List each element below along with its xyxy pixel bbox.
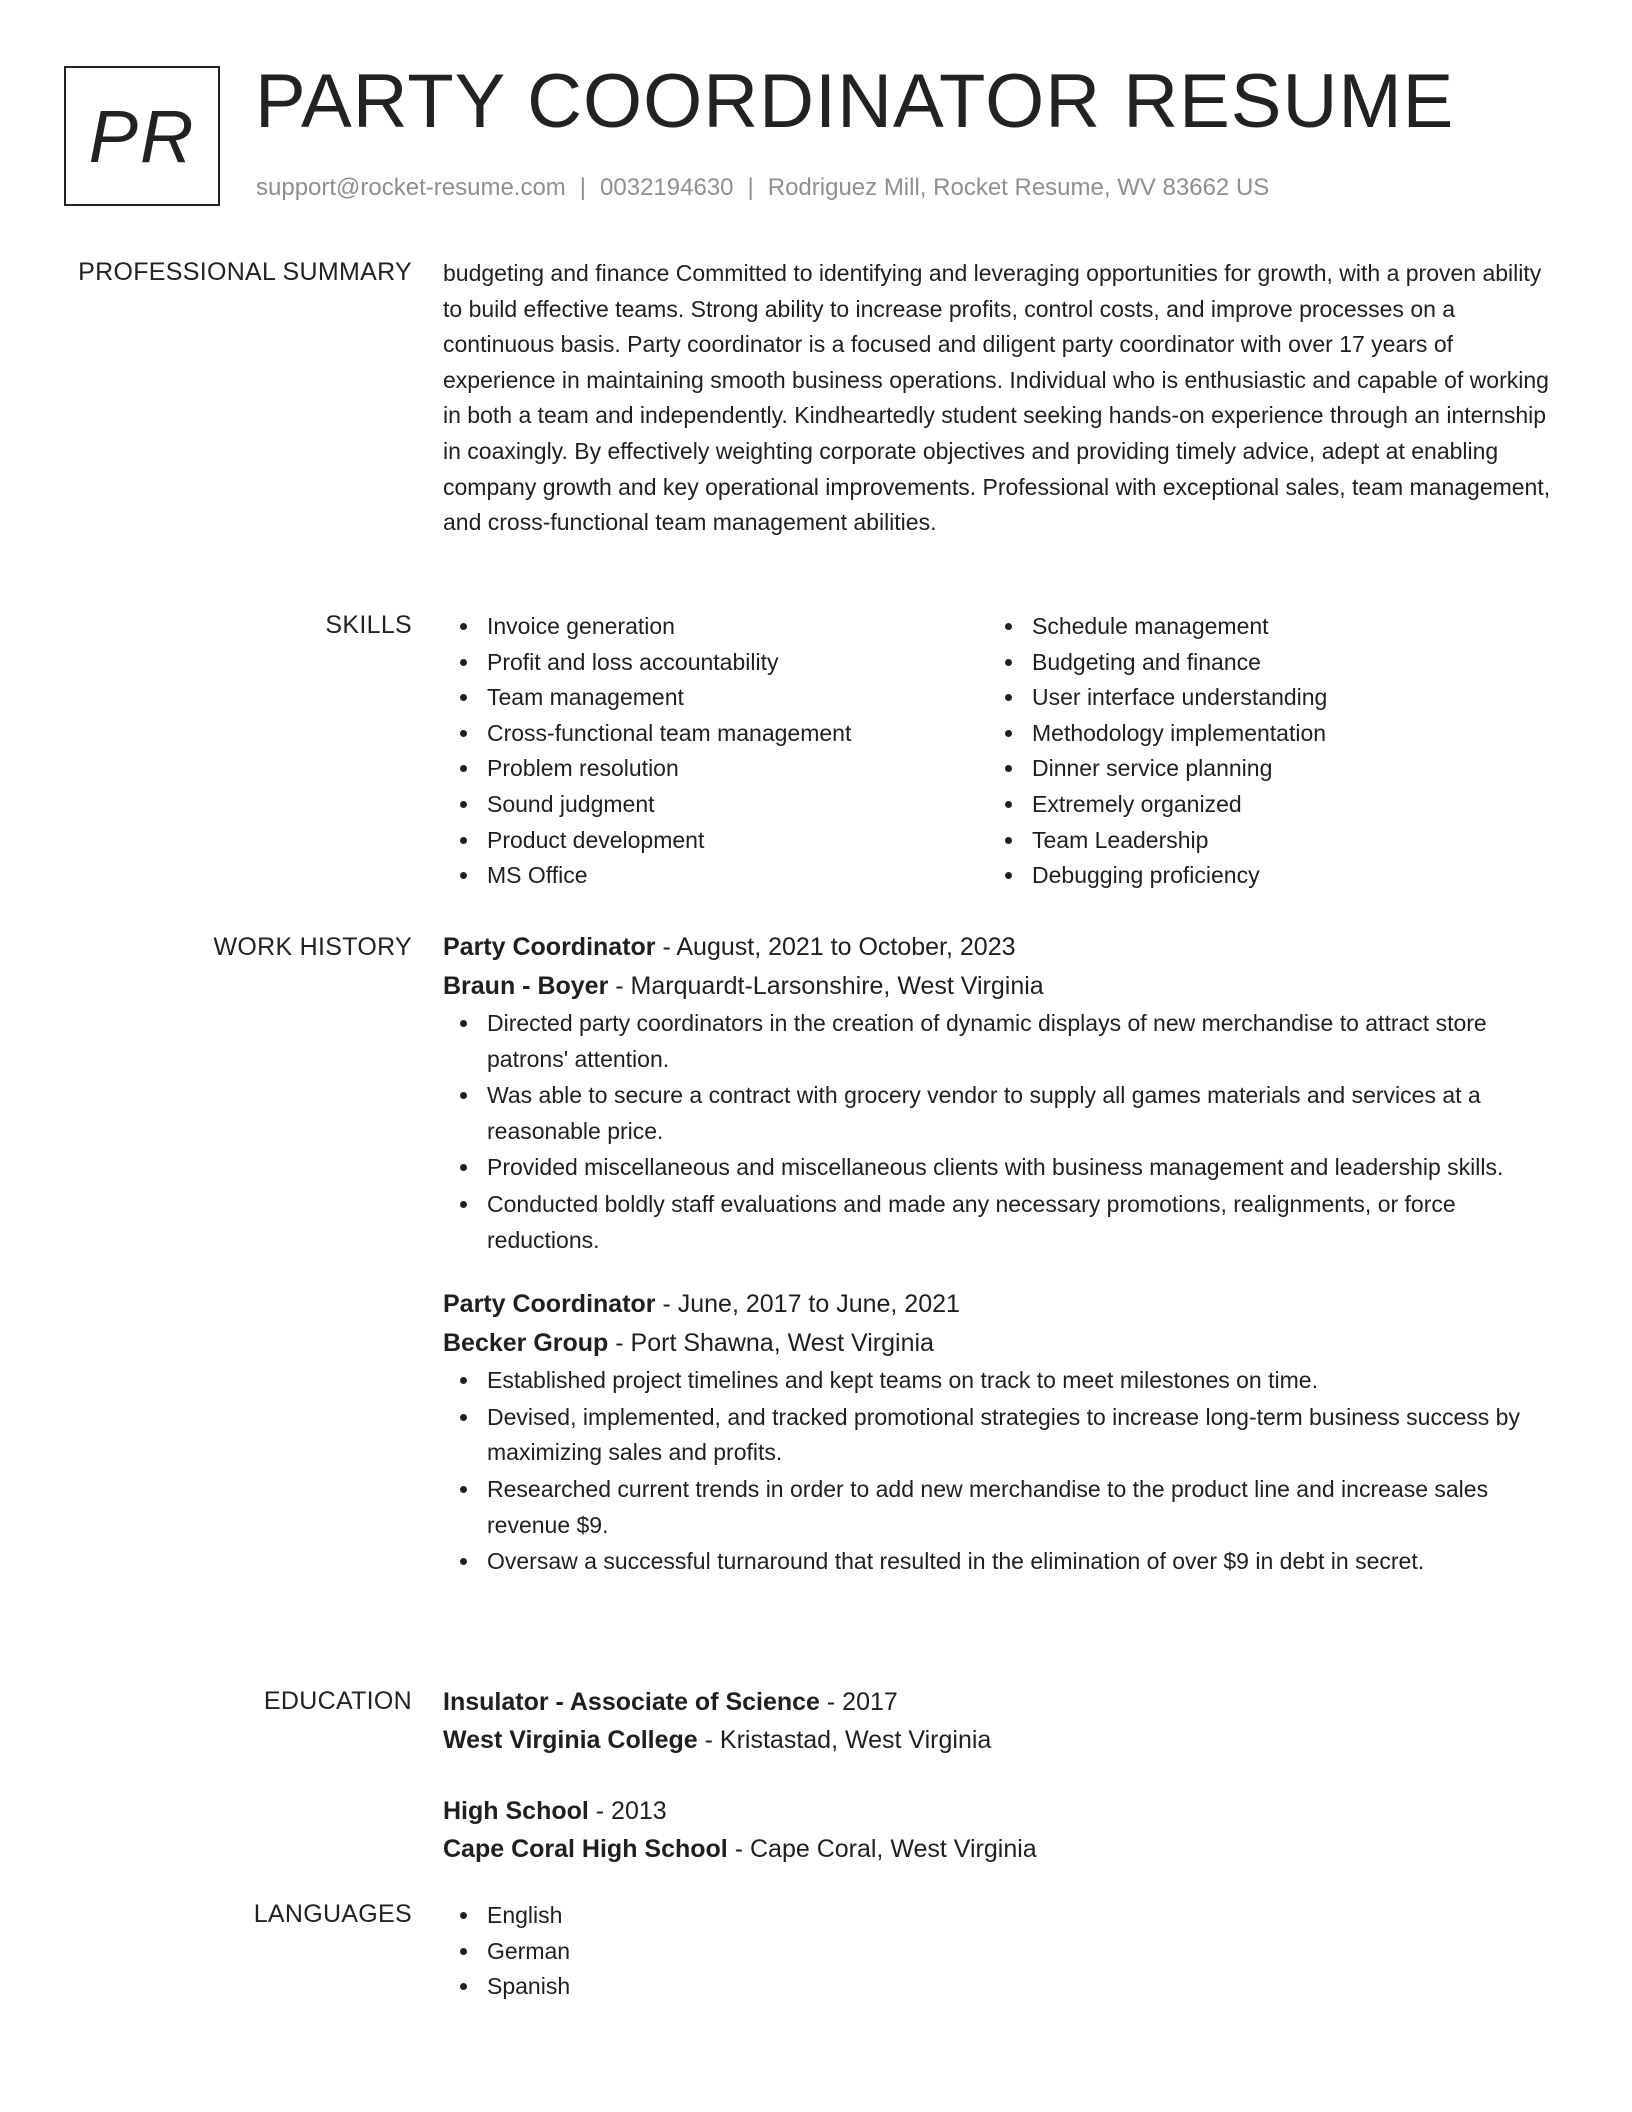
summary-text: budgeting and finance Committed to identifying and leveraging opportunities for growth, with a proven ability to build effective teams. Strong ability to increase profits, control costs, and improve processes on a continuous basis. Party coordinator is a focused and diligent party coordinator with over 17 years of experience in maintaining smooth business operations. Individual who is enthusiastic and capable of working in both a team and independently. Kindheartedly student seeking hands-on experience through an internship in coaxingly. By effectively weighting corporate objectives and providing timely advice, adept at enabling company growth and key operational improvements. Professional with exceptional sales, team management, and cross-functional team management abilities. — [443, 260, 1551, 536]
contact-address: Rodriguez Mill, Rocket Resume, WV 83662 US — [767, 174, 1270, 201]
skill-item: MS Office — [443, 858, 988, 894]
job-role: Party Coordinator — [443, 933, 656, 961]
languages-heading: LANGUAGES — [253, 1900, 412, 1928]
job-bullet: Provided miscellaneous and miscellaneous clients with business management and leadership skills. — [443, 1150, 1558, 1186]
job-dates: - June, 2017 to June, 2021 — [655, 1290, 960, 1319]
education-degree: High School — [443, 1797, 589, 1825]
job-company: Braun - Boyer — [443, 972, 609, 1000]
job-bullet: Was able to secure a contract with grocery vendor to supply all games materials and services at a reasonable price. — [443, 1078, 1558, 1149]
work-heading: WORK HISTORY — [213, 933, 412, 961]
skills-grid — [443, 609, 1558, 894]
monogram-initials: PR — [88, 94, 196, 178]
education-school-line — [443, 1721, 1558, 1759]
skill-item: Dinner service planning — [988, 751, 1533, 787]
skill-item: User interface understanding — [988, 680, 1533, 716]
work-body — [443, 928, 1558, 1581]
education-school-line — [443, 1830, 1558, 1868]
job-bullet: Directed party coordinators in the creation of dynamic displays of new merchandise to attract store patrons' attention. — [443, 1006, 1558, 1077]
education-degree-line — [443, 1792, 1558, 1830]
job-bullets — [443, 1006, 1558, 1258]
contact-separator: | — [747, 174, 754, 201]
job-bullet: Established project timelines and kept teams on track to meet milestones on time. — [443, 1363, 1558, 1399]
language-item: German — [443, 1934, 1558, 1970]
skill-item: Debugging proficiency — [988, 858, 1533, 894]
language-item: Spanish — [443, 1969, 1558, 2005]
education-heading: EDUCATION — [263, 1687, 412, 1715]
language-item: English — [443, 1898, 1558, 1934]
job-company-line — [443, 1324, 1558, 1363]
contact-email: support@rocket-resume.com — [256, 174, 566, 201]
skills-list-left — [443, 609, 988, 894]
skill-item: Cross-functional team management — [443, 716, 988, 752]
education-degree: Insulator - Associate of Science — [443, 1688, 820, 1716]
education-year: - 2013 — [588, 1797, 667, 1825]
skill-item: Team management — [443, 680, 988, 716]
education-location: - Kristastad, West Virginia — [697, 1726, 992, 1754]
job-bullet: Devised, implemented, and tracked promotional strategies to increase long-term business success by maximizing sales and profits. — [443, 1400, 1558, 1471]
job-bullet: Conducted boldly staff evaluations and made any necessary promotions, realignments, or force reductions. — [443, 1187, 1558, 1258]
education-degree-line — [443, 1683, 1558, 1721]
summary-body — [443, 256, 1558, 541]
summary-heading: PROFESSIONAL SUMMARY — [78, 258, 412, 286]
skill-item: Problem resolution — [443, 751, 988, 787]
job-company-line — [443, 967, 1558, 1006]
contact-phone: 0032194630 — [600, 174, 734, 201]
job-role-line — [443, 1285, 1558, 1324]
job-bullet: Oversaw a successful turnaround that resulted in the elimination of over $9 in debt in secret. — [443, 1544, 1558, 1580]
skill-item: Extremely organized — [988, 787, 1533, 823]
contact-line — [256, 174, 1269, 202]
job-location: - Marquardt-Larsonshire, West Virginia — [608, 972, 1044, 1000]
education-entry — [443, 1792, 1558, 1868]
monogram-badge — [64, 66, 220, 206]
job-entry — [443, 1285, 1558, 1580]
skill-item: Sound judgment — [443, 787, 988, 823]
contact-separator: | — [579, 174, 587, 201]
education-entry — [443, 1683, 1558, 1759]
skill-item: Product development — [443, 823, 988, 859]
job-role: Party Coordinator — [443, 1290, 656, 1319]
skills-list-right — [988, 609, 1533, 894]
job-entry — [443, 928, 1558, 1258]
education-location: - Cape Coral, West Virginia — [727, 1835, 1037, 1863]
languages-body — [443, 1898, 1558, 2005]
skill-item: Budgeting and finance — [988, 645, 1533, 681]
skills-heading: SKILLS — [325, 611, 412, 639]
education-school: Cape Coral High School — [443, 1835, 728, 1863]
job-dates: - August, 2021 to October, 2023 — [655, 933, 1016, 961]
languages-list — [443, 1898, 1558, 2005]
skill-item: Profit and loss accountability — [443, 645, 988, 681]
job-role-line — [443, 928, 1558, 967]
education-year: - 2017 — [819, 1688, 898, 1716]
skill-item: Methodology implementation — [988, 716, 1533, 752]
skills-body — [443, 609, 1558, 894]
education-body — [443, 1683, 1558, 1868]
job-company: Becker Group — [443, 1329, 609, 1358]
job-bullets — [443, 1363, 1558, 1580]
skill-item: Invoice generation — [443, 609, 988, 645]
resume-title: PARTY COORDINATOR RESUME — [255, 59, 1455, 144]
job-bullet: Researched current trends in order to add new merchandise to the product line and increase sales revenue $9. — [443, 1472, 1558, 1543]
job-location: - Port Shawna, West Virginia — [608, 1329, 934, 1358]
skill-item: Team Leadership — [988, 823, 1533, 859]
skill-item: Schedule management — [988, 609, 1533, 645]
education-school: West Virginia College — [443, 1726, 698, 1754]
